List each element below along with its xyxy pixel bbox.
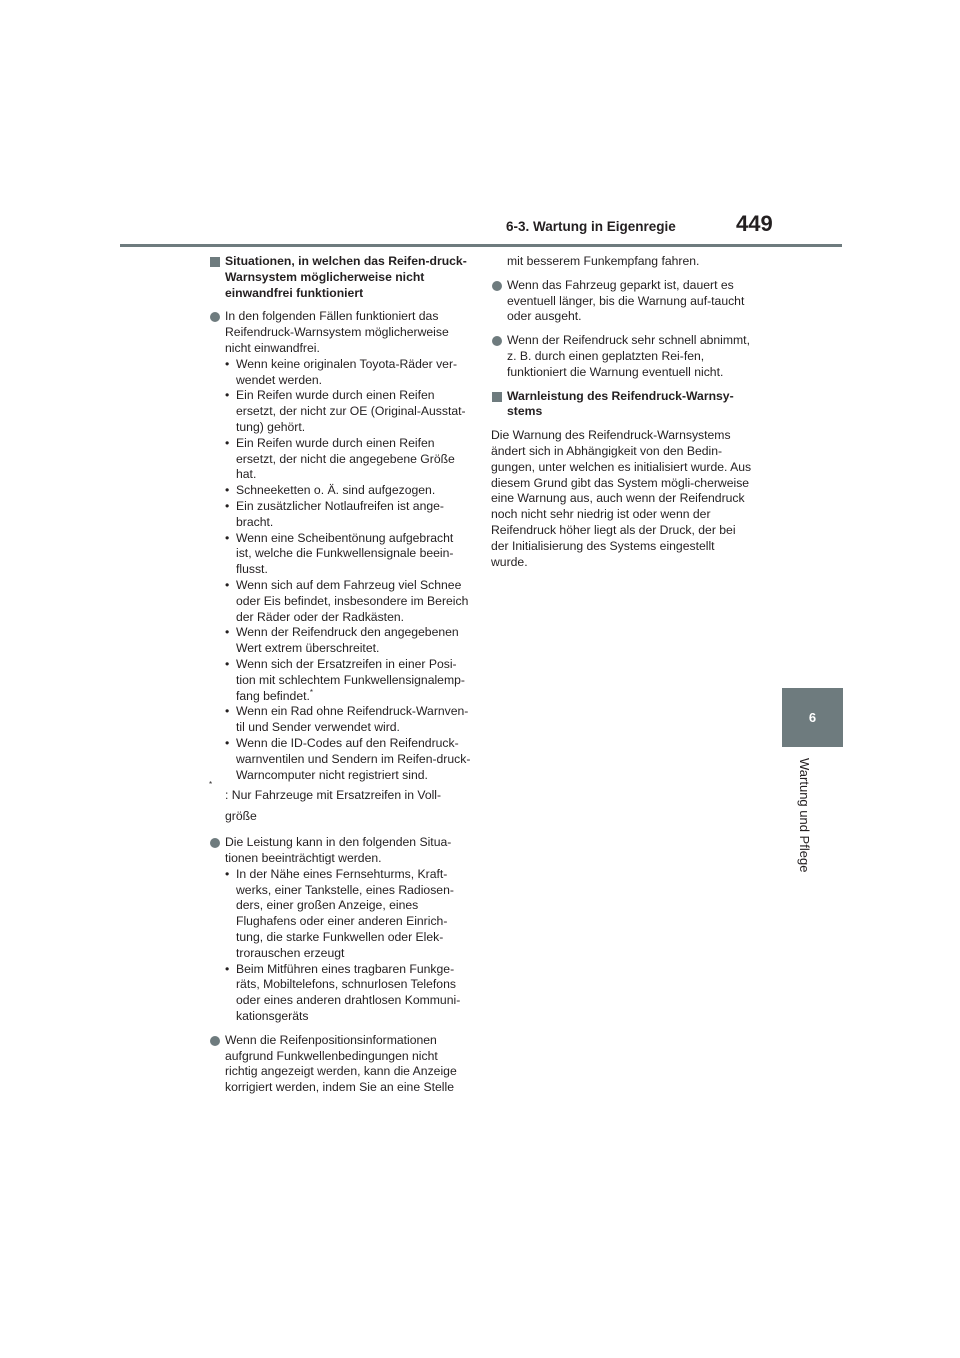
list-item: • Ein Reifen wurde durch einen Reifen ersetzt, der nicht die angegebene Größe hat. [225,436,471,483]
list-item: • Wenn ein Rad ohne Reifendruck-Warnven-til und Sender verwendet wird. [225,704,471,736]
circle-bullet-icon [210,312,220,322]
circle-bullet-icon [210,838,220,848]
list-item: • Schneeketten o. Ä. sind aufgezogen. [225,483,471,499]
bullet-paragraph [491,333,753,380]
bullet-block [209,309,471,827]
bullet-block [209,835,471,1025]
bullet-paragraph [209,309,471,356]
bullet-text: Wenn der Reifendruck sehr schnell abnimmt, z. B. durch einen geplatzten Rei-fen, funktioniert die Warnung eventuell nicht. [507,333,750,379]
circle-bullet-icon [492,336,502,346]
footnote: * : Nur Fahrzeuge mit Ersatzreifen in Voll-größe [209,780,442,824]
chapter-number: 6 [808,710,817,725]
header-divider [120,244,842,247]
bullet-text: Die Leistung kann in den folgenden Situa-tionen beeinträchtigt werden. [225,835,452,866]
list-item: • Beim Mitführen eines tragbaren Funkge-räts, Mobiltelefons, schnurlosen Telefons oder eines anderen drahtlosen Kommuni-kationsgeräts [225,962,471,1025]
footnote-text: : Nur Fahrzeuge mit Ersatzreifen in Voll-größe [225,788,442,824]
bullet-text: Wenn die Reifenpositionsinformationen aufgrund Funkwellenbedingungen nicht richtig angezeigt werden, kann die Anzeige korrigiert werden, indem Sie an eine Stelle [225,1032,457,1095]
bullet-paragraph [491,278,753,325]
bullet-paragraph [209,835,471,867]
list-item: • Wenn keine originalen Toyota-Räder ver-wendet werden. [225,357,471,389]
sub-list [209,867,471,1025]
circle-bullet-icon [492,281,502,291]
square-bullet-icon [492,392,502,402]
footnote-mark: * [309,687,313,697]
list-item: • Ein zusätzlicher Notlaufreifen ist ange-bracht. [225,499,471,531]
heading-text: Situationen, in welchen das Reifen-druck-Warnsystem möglicherweise nicht einwandfrei funktioniert [225,254,467,300]
list-item: • Wenn der Reifendruck den angegebenen Wert extrem überschreitet. [225,625,471,657]
list-item: • Wenn eine Scheibentönung aufgebracht ist, welche die Funkwellensignale beein-flusst. [225,531,471,578]
page-number: 449 [736,211,773,236]
left-column [209,254,471,1104]
bullet-text: Wenn das Fahrzeug geparkt ist, dauert es eventuell länger, bis die Warnung auf-taucht oder ausgeht. [507,277,745,324]
continuation-text: mit besserem Funkempfang fahren. [507,254,700,268]
list-item: • In der Nähe eines Fernsehturms, Kraft-werks, einer Tankstelle, eines Radiosen-ders, einer großen Anzeige, eines Flughafens oder einer anderen Einrich-tung, die starke Funkwellen oder Elek-trorauschen erzeugt [225,867,471,962]
chapter-title: Wartung und Pflege [797,758,812,873]
body-paragraph: Die Warnung des Reifendruck-Warnsystems ändert sich in Abhängigkeit von den Bedin-gungen, unter welchen es initialisiert wurde. Aus diesem Grund gibt das System mögli-cherweise eine Warnung aus, auch wenn der Reifendruck noch nicht sehr niedrig ist oder wenn der Reifendruck höher liegt als der Druck, der bei der Initialisierung des Systems eingestellt wurde. [491,428,752,569]
list-item: • Wenn sich auf dem Fahrzeug viel Schnee oder Eis befindet, insbesondere im Bereich der Räder oder der Radkästen. [225,578,471,625]
list-item: • Ein Reifen wurde durch einen Reifen ersetzt, der nicht zur OE (Original-Ausstat-tung) gehört. [225,388,471,435]
chapter-tab [782,688,843,747]
right-column [491,254,753,570]
section-heading [209,254,471,301]
square-bullet-icon [210,257,220,267]
bullet-text: In den folgenden Fällen funktioniert das Reifendruck-Warnsystem möglicherweise nicht einwandfrei. [225,309,449,355]
bullet-paragraph [209,1033,471,1096]
circle-bullet-icon [210,1036,220,1046]
list-item-text: Wenn sich der Ersatzreifen in einer Posi-tion mit schlechtem Funkwellensignalemp-fang befindet. [236,656,465,703]
sub-list [209,357,471,784]
list-item: • Wenn die ID-Codes auf den Reifendruck-warnventilen und Sendern im Reifen-druck-Warncomputer nicht registriert sind. [225,736,471,783]
section-heading [491,389,753,421]
section-title: 6-3. Wartung in Eigenregie [506,219,676,234]
list-item [225,657,471,704]
heading-text: Warnleistung des Reifendruck-Warnsy-stems [507,388,734,419]
